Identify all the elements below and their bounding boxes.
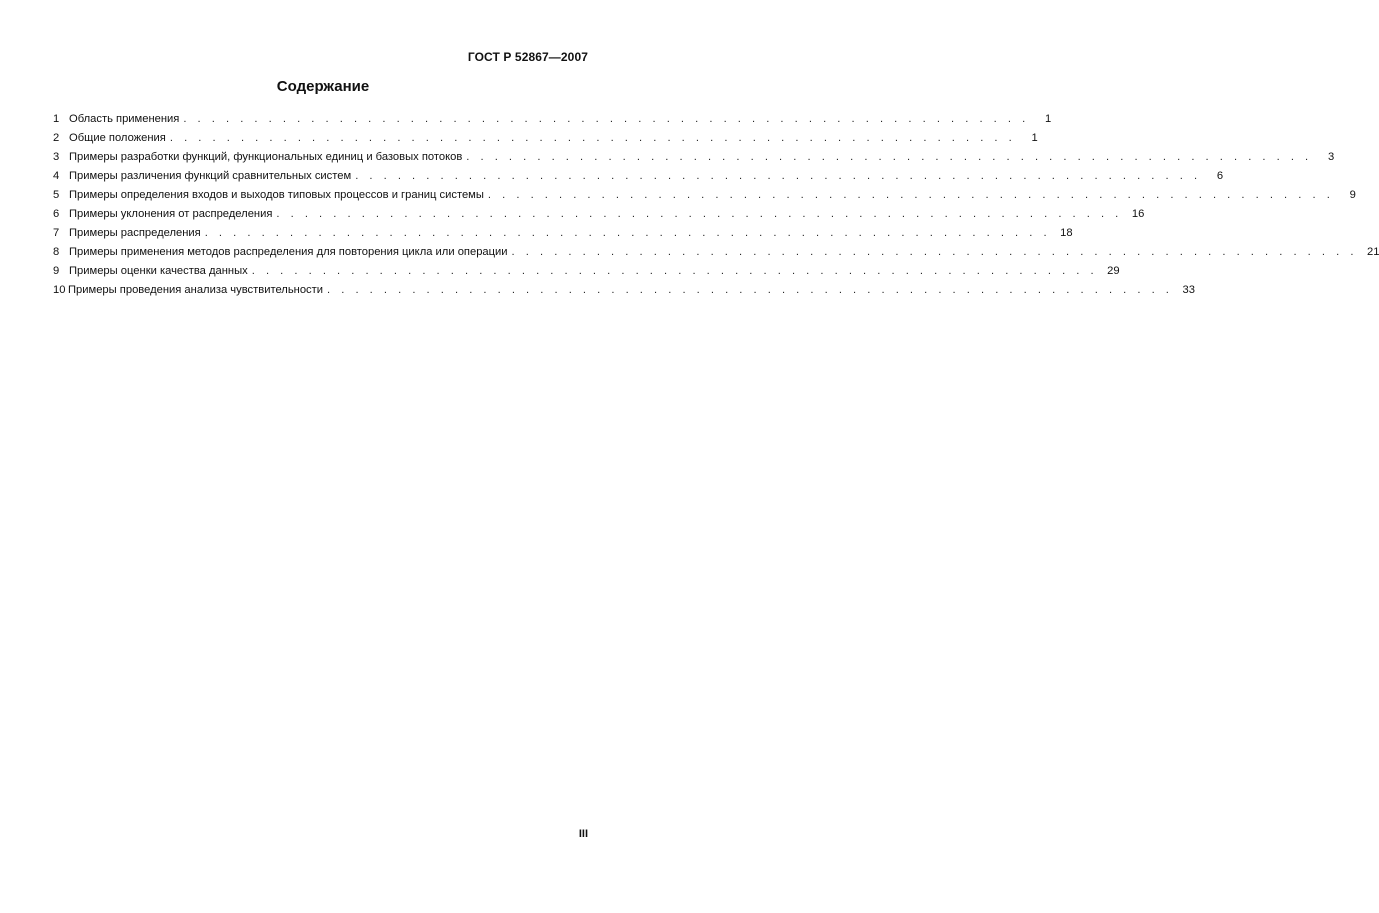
toc-item-number: 4 — [53, 170, 60, 182]
toc-item-label: Примеры уклонения от распределения — [69, 208, 273, 220]
toc-leader-dots: . . . . . . . . . . . . . . . . . . . . . . . . . . . . . . . . . . . . . . . . . . . . . . . . . . . . . . . . . . . . — [169, 132, 1016, 144]
toc-item[interactable] — [53, 167, 1224, 186]
toc-item-label: Примеры распределения — [69, 227, 201, 239]
toc-item-label: Примеры применения методов распределения для повторения цикла или операции — [69, 246, 508, 258]
toc-item-number: 1 — [53, 113, 60, 125]
toc-leader-dots: . . . . . . . . . . . . . . . . . . . . . . . . . . . . . . . . . . . . . . . . . . . . . . . . . . . . . . . . . . . . — [355, 170, 1202, 182]
toc-leader-dots: . . . . . . . . . . . . . . . . . . . . . . . . . . . . . . . . . . . . . . . . . . . . . . . . . . . . . . . . . . . . — [511, 246, 1358, 258]
toc-item-page: 1 — [1031, 132, 1038, 144]
toc-item[interactable] — [53, 224, 1073, 243]
toc-item-label: Примеры разработки функций, функциональных единиц и базовых потоков — [69, 151, 463, 163]
toc-item-number: 10 — [53, 284, 66, 296]
toc-item[interactable] — [53, 281, 1195, 300]
toc-item[interactable] — [53, 243, 1379, 262]
toc-item-label: Примеры различения функций сравнительных систем — [69, 170, 352, 182]
table-of-contents — [53, 110, 1379, 300]
toc-leader-dots: . . . . . . . . . . . . . . . . . . . . . . . . . . . . . . . . . . . . . . . . . . . . . . . . . . . . . . . . . . . . — [183, 113, 1030, 125]
toc-leader-dots: . . . . . . . . . . . . . . . . . . . . . . . . . . . . . . . . . . . . . . . . . . . . . . . . . . . . . . . . . . . . — [204, 227, 1051, 239]
toc-item-page: 21 — [1366, 246, 1379, 258]
toc-leader-dots: . . . . . . . . . . . . . . . . . . . . . . . . . . . . . . . . . . . . . . . . . . . . . . . . . . . . . . . . . . . . — [487, 189, 1334, 201]
toc-item-label: Примеры проведения анализа чувствительности — [68, 284, 324, 296]
toc-item-page: 3 — [1327, 151, 1335, 163]
toc-leader-dots: . . . . . . . . . . . . . . . . . . . . . . . . . . . . . . . . . . . . . . . . . . . . . . . . . . . . . . . . . . . . — [466, 151, 1313, 163]
page-number: III — [578, 828, 588, 840]
toc-item-label: Область применения — [69, 113, 180, 125]
toc-item[interactable] — [53, 129, 1038, 148]
toc-item-number: 9 — [53, 265, 60, 277]
toc-item-page: 6 — [1216, 170, 1224, 182]
toc-item-page: 18 — [1060, 227, 1073, 239]
document-code: ГОСТ Р 52867—2007 — [467, 50, 588, 64]
toc-item-page: 33 — [1182, 284, 1195, 296]
toc-item[interactable] — [53, 148, 1335, 167]
toc-item-number: 6 — [53, 208, 60, 220]
toc-title: Содержание — [276, 78, 370, 95]
toc-item-number: 7 — [53, 227, 60, 239]
toc-item[interactable] — [53, 262, 1120, 281]
toc-item[interactable] — [53, 186, 1356, 205]
toc-item-page: 9 — [1349, 189, 1356, 201]
toc-item-number: 5 — [53, 189, 60, 201]
toc-item-number: 2 — [53, 132, 60, 144]
toc-item-page: 1 — [1045, 113, 1052, 125]
toc-item-page: 29 — [1107, 265, 1120, 277]
toc-leader-dots: . . . . . . . . . . . . . . . . . . . . . . . . . . . . . . . . . . . . . . . . . . . . . . . . . . . . . . . . . . . . — [251, 265, 1098, 277]
toc-item-label: Примеры определения входов и выходов типовых процессов и границ системы — [69, 189, 484, 201]
toc-item-label: Общие положения — [69, 132, 166, 144]
toc-item[interactable] — [53, 110, 1052, 129]
toc-leader-dots: . . . . . . . . . . . . . . . . . . . . . . . . . . . . . . . . . . . . . . . . . . . . . . . . . . . . . . . . . . . . — [327, 284, 1173, 296]
toc-item-page: 16 — [1131, 208, 1145, 220]
toc-item-label: Примеры оценки качества данных — [69, 265, 248, 277]
toc-leader-dots: . . . . . . . . . . . . . . . . . . . . . . . . . . . . . . . . . . . . . . . . . . . . . . . . . . . . . . . . . . . . — [276, 208, 1123, 220]
toc-item-number: 8 — [53, 246, 60, 258]
toc-item-number: 3 — [53, 151, 60, 163]
toc-item[interactable] — [53, 205, 1145, 224]
